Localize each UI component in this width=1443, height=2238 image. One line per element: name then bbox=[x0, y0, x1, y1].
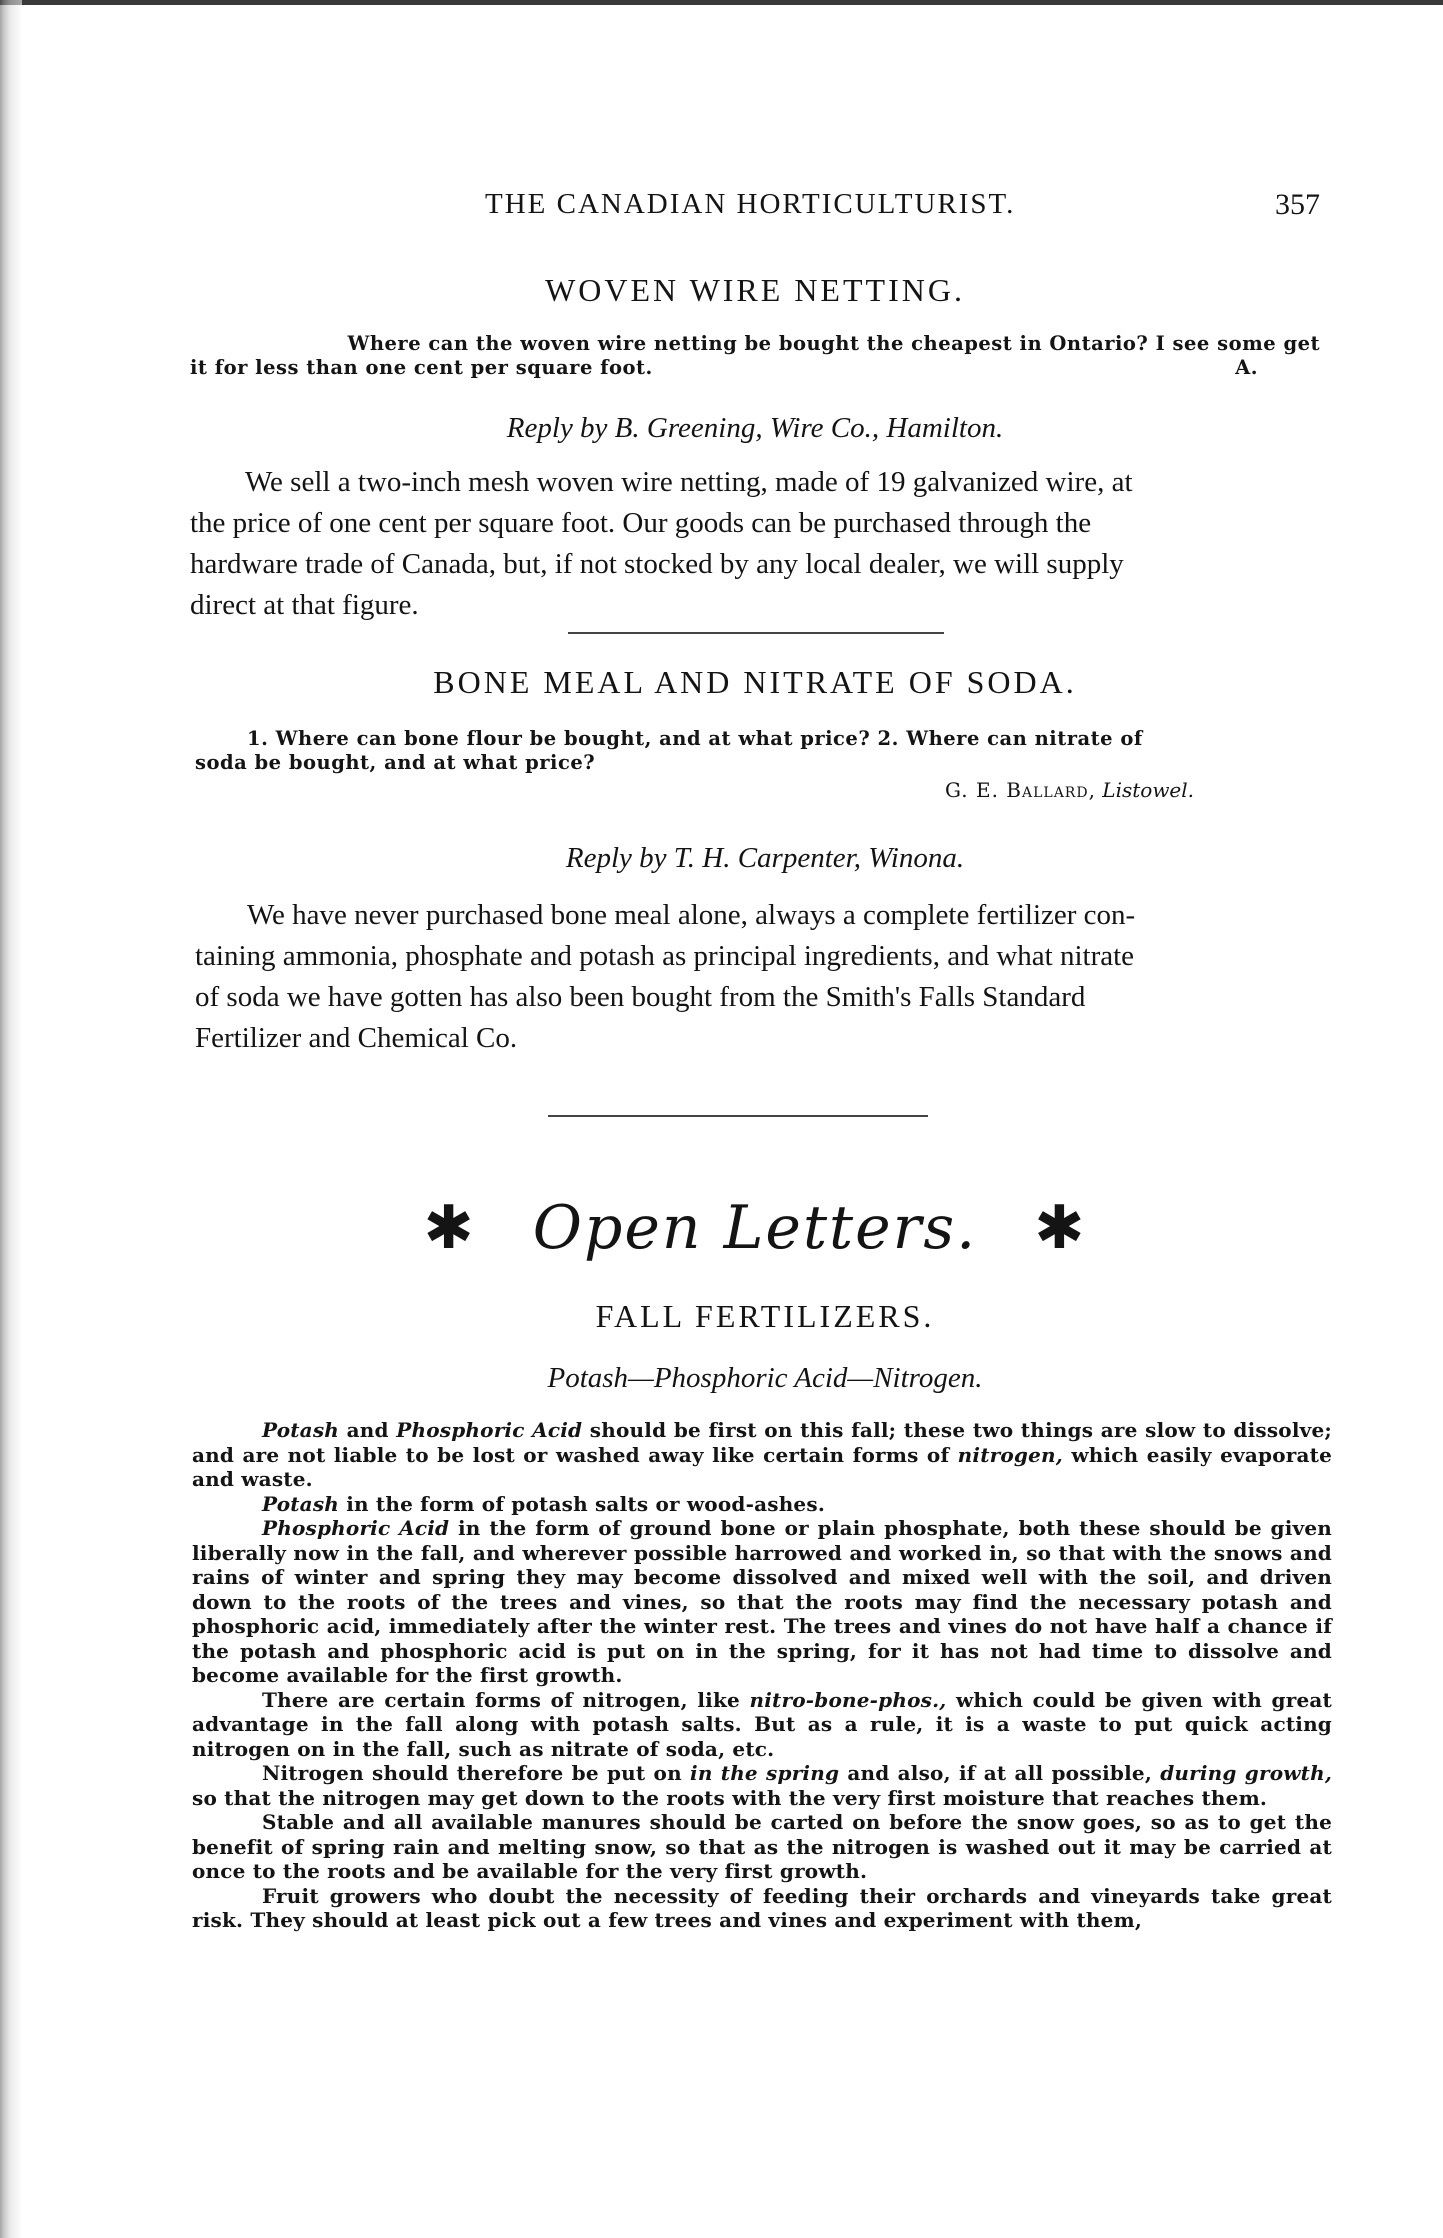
emphasis: Phosphoric Acid bbox=[396, 1418, 583, 1442]
section-divider bbox=[548, 1115, 928, 1117]
reply-woven-wire bbox=[190, 462, 1320, 626]
section-divider bbox=[568, 632, 944, 634]
asterisk-ornament-icon: ✱ bbox=[1034, 1195, 1087, 1262]
heading-woven-wire-netting: WOVEN WIRE NETTING. bbox=[545, 272, 965, 308]
question-signature: A. bbox=[1235, 356, 1258, 379]
paragraph bbox=[192, 1688, 1332, 1762]
reply-line: We sell a two-inch mesh woven wire netting, made of 19 galvanized wire, at bbox=[245, 466, 1133, 498]
emphasis: Potash bbox=[262, 1491, 340, 1516]
reply-line: of soda we have gotten has also been bought from the Smith's Falls Standard bbox=[195, 981, 1086, 1013]
question-line: 1. Where can bone flour be bought, and at what price? 2. Where can nitrate of bbox=[247, 727, 1143, 750]
emphasis: Potash bbox=[262, 1418, 340, 1442]
reply-line: hardware trade of Canada, but, if not stocked by any local dealer, we will supply bbox=[190, 548, 1124, 580]
text: There are certain forms of nitrogen, like bbox=[262, 1687, 750, 1712]
text: in the form of potash salts or wood-ashes. bbox=[339, 1491, 825, 1516]
text: should be first on this fall; these two things are slow to dissolve; and are not liable to be lost or washed away like certain forms of bbox=[192, 1418, 1332, 1467]
emphasis: during growth, bbox=[1160, 1761, 1333, 1785]
reply-line: direct at that figure. bbox=[190, 589, 419, 621]
asterisk-ornament-icon: ✱ bbox=[423, 1195, 476, 1262]
paragraph bbox=[192, 1761, 1332, 1810]
open-letters-title: Open Letters. bbox=[532, 1193, 978, 1264]
text: and bbox=[339, 1418, 397, 1442]
question-line: Where can the woven wire netting be bought the cheapest in Ontario? I see some get bbox=[347, 332, 1320, 355]
scan-binding-edge bbox=[0, 0, 22, 2238]
text: Fruit growers who doubt the necessity of feeding their orchards and vineyards take great risk. They should at least pick out a few trees and vines and experiment with them, bbox=[192, 1883, 1332, 1932]
text: Nitrogen should therefore be put on bbox=[262, 1761, 691, 1785]
reply-bone-meal bbox=[195, 895, 1325, 1059]
emphasis: in the spring bbox=[690, 1761, 840, 1785]
reply-line: Fertilizer and Chemical Co. bbox=[195, 1022, 518, 1054]
page-number: 357 bbox=[1275, 188, 1320, 221]
emphasis: nitro-bone-phos., bbox=[749, 1687, 947, 1712]
paragraph bbox=[192, 1810, 1332, 1884]
reply-line: We have never purchased bone meal alone, always a complete fertilizer con- bbox=[247, 899, 1136, 931]
question-signature bbox=[945, 778, 1194, 802]
paragraph bbox=[192, 1516, 1332, 1688]
reply-attribution: Reply by B. Greening, Wire Co., Hamilton. bbox=[506, 412, 1004, 444]
emphasis: Phosphoric Acid bbox=[262, 1516, 450, 1540]
journal-title: THE CANADIAN HORTICULTURIST. bbox=[485, 188, 1016, 220]
reply-attribution: Reply by T. H. Carpenter, Winona. bbox=[565, 842, 965, 874]
question-bone-meal bbox=[195, 727, 1325, 775]
signature-place: Listowel. bbox=[1102, 778, 1195, 802]
question-line: it for less than one cent per square foot. bbox=[190, 356, 653, 379]
open-letters-banner bbox=[190, 1188, 1320, 1263]
text: Stable and all available manures should be carted on before the snow goes, so as to get the benefit of spring rain and melting snow, so that as the nitrogen is washed out it may be carried at once to the roots and be available for the very first growth. bbox=[192, 1810, 1332, 1883]
reply-line: taining ammonia, phosphate and potash as principal ingredients, and what nitrate bbox=[195, 940, 1135, 972]
heading-fall-fertilizers: FALL FERTILIZERS. bbox=[595, 1298, 935, 1334]
text: which could be given with great advantage in the fall along with potash salts. But as a rule, it is a waste to put quick acting nitrogen on in the fall, such as nitrate of soda, etc. bbox=[192, 1687, 1332, 1761]
text: and also, if at all possible, bbox=[839, 1761, 1161, 1785]
paragraph bbox=[192, 1418, 1332, 1492]
text: so that the nitrogen may get down to the roots with the very first moisture that reaches them. bbox=[192, 1785, 1268, 1810]
text: which easily evaporate and waste. bbox=[192, 1442, 1332, 1491]
reply-line: the price of one cent per square foot. Our goods can be purchased through the bbox=[190, 507, 1092, 539]
article-body bbox=[192, 1418, 1332, 1933]
emphasis: nitrogen, bbox=[957, 1442, 1063, 1467]
paragraph bbox=[192, 1492, 1332, 1517]
scan-top-edge bbox=[0, 0, 1443, 5]
text: in the form of ground bone or plain phosphate, both these should be given liberally now in the fall, and wherever possible harrowed and worked in, so that with the snows and rains of winter and spring they may become dissolved and mixed well with the soil, and driven down to the roots of the trees and vines, so that the roots may find the necessary potash and phosphoric acid, immediately after the winter rest. The trees and vines do not have half a chance if the potash and phosphoric acid is put on in the spring, for it has not had time to dissolve and become available for the first growth. bbox=[192, 1516, 1332, 1687]
paragraph bbox=[192, 1884, 1332, 1933]
heading-bone-meal: BONE MEAL AND NITRATE OF SODA. bbox=[433, 664, 1077, 700]
signature-name: G. E. Ballard, bbox=[945, 778, 1096, 802]
question-woven-wire bbox=[190, 332, 1320, 380]
subheading: Potash—Phosphoric Acid—Nitrogen. bbox=[547, 1362, 983, 1394]
question-line: soda be bought, and at what price? bbox=[195, 751, 596, 774]
